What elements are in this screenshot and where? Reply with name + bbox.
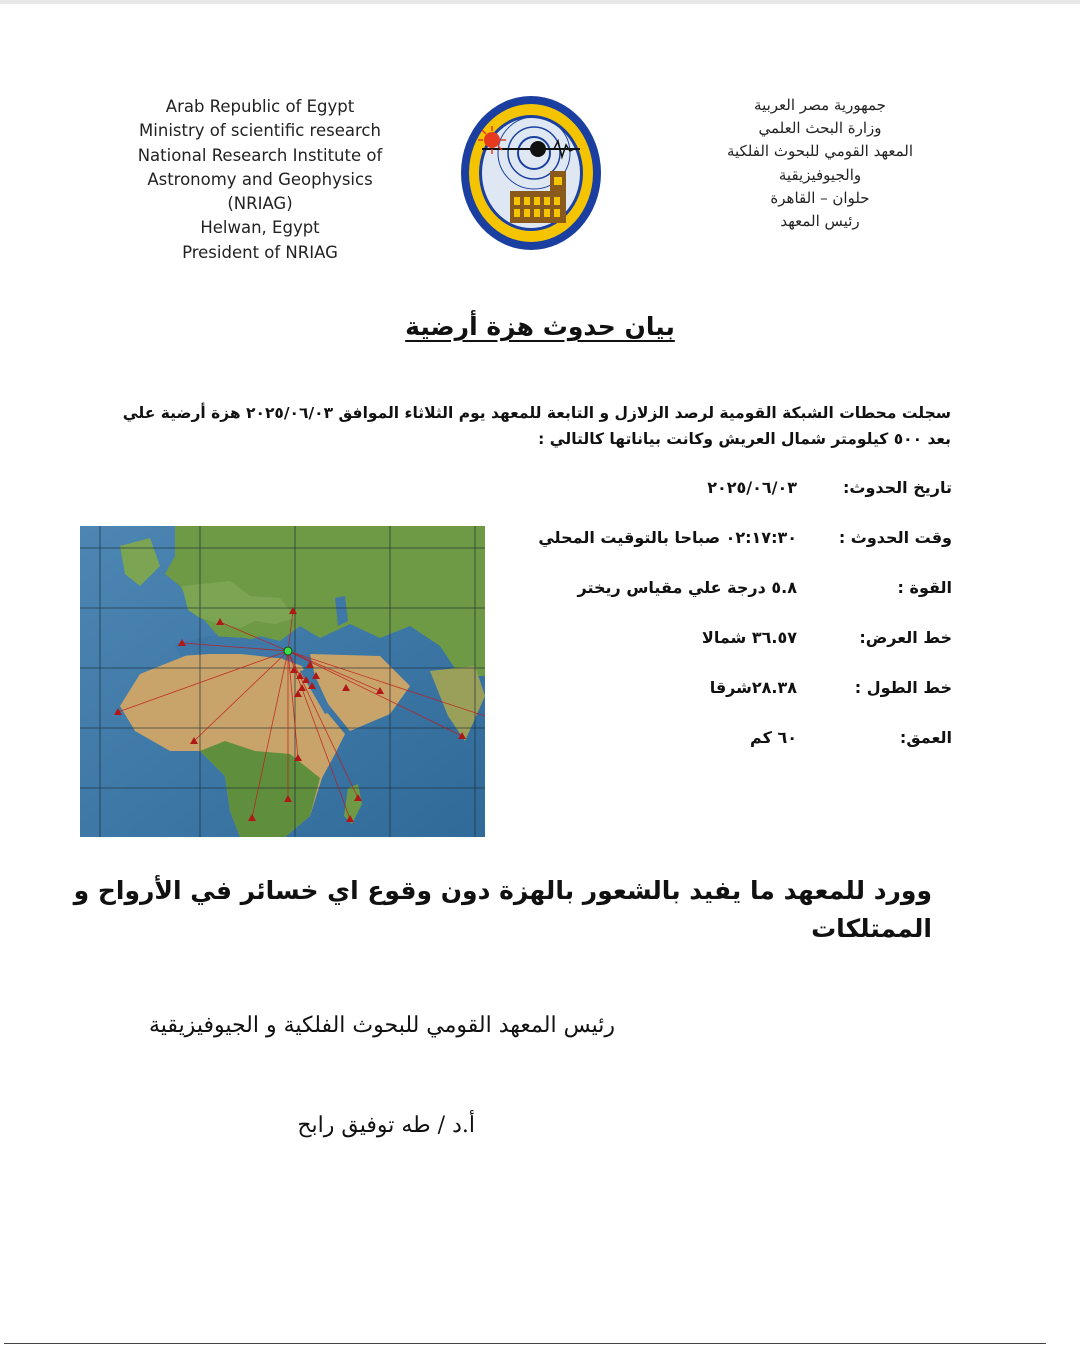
- field-value: ٠٢:١٧:٣٠ صباحا بالتوقيت المحلي: [538, 528, 797, 547]
- field-value: ٢٠٢٥/٠٦/٠٣: [707, 478, 797, 497]
- notice-line: الممتلكات: [811, 914, 932, 943]
- field-longitude: [520, 678, 952, 706]
- ar-header-line: جمهورية مصر العربية: [754, 96, 886, 114]
- top-border: [0, 0, 1080, 4]
- damage-notice: [73, 872, 932, 948]
- field-label: خط العرض:: [859, 628, 952, 647]
- ar-header-line: المعهد القومي للبحوث الفلكية: [726, 142, 914, 161]
- english-letterhead: [118, 95, 402, 265]
- ar-header-line: وزارة البحث العلمي: [758, 119, 882, 138]
- intro-line: بعد ٥٠٠ كيلومتر شمال العريش وكانت بياناتها كالتالي :: [538, 430, 951, 448]
- intro-line: سجلت محطات الشبكة القومية لرصد الزلازل و التابعة للمعهد يوم الثلاثاء الموافق ٢٠٢٥/٠٦/٠٣ هزة أرضية علي: [122, 404, 951, 422]
- field-time: [520, 528, 952, 556]
- field-depth: [520, 728, 952, 756]
- en-header-line: National Research Institute of: [137, 145, 383, 165]
- en-header-line: Arab Republic of Egypt: [165, 97, 355, 116]
- field-label: خط الطول :: [854, 678, 952, 697]
- footer-rule: [4, 1343, 1046, 1344]
- en-header-line: Astronomy and Geophysics: [147, 169, 373, 189]
- field-value: ٢٨.٣٨شرقا: [709, 678, 797, 697]
- notice-line: وورد للمعهد ما يفيد بالشعور بالهزة دون وقوع اي خسائر في الأرواح و: [73, 876, 932, 905]
- field-magnitude: [520, 578, 952, 606]
- field-label: وقت الحدوث :: [838, 528, 952, 547]
- field-value: ٥.٨ درجة علي مقياس ريختر: [577, 578, 797, 597]
- ar-header-line: والجيوفيزيقية: [778, 165, 862, 184]
- nriag-emblem-icon: [458, 93, 604, 253]
- field-latitude: [520, 628, 952, 656]
- intro-paragraph: [122, 400, 951, 452]
- signatory-title: رئيس المعهد القومي للبحوث الفلكية و الجيوفيزيقية: [149, 1013, 615, 1038]
- field-value: ٦٠ كم: [750, 728, 797, 747]
- field-value: ٣٦.٥٧ شمالا: [701, 628, 797, 647]
- en-header-line: (NRIAG): [227, 194, 293, 214]
- en-header-line: Helwan, Egypt: [200, 218, 320, 238]
- seismic-station-map-icon: [80, 526, 485, 837]
- document-title: بيان حدوث هزة أرضية: [405, 312, 675, 341]
- ar-header-line: حلوان – القاهرة: [770, 188, 870, 207]
- en-header-line: President of NRIAG: [182, 242, 338, 262]
- field-date: [520, 478, 952, 506]
- arabic-letterhead: [705, 94, 935, 233]
- ar-header-line: رئيس المعهد: [780, 212, 860, 231]
- field-label: القوة :: [897, 578, 952, 597]
- signatory-name: أ.د / طه توفيق رابح: [297, 1113, 475, 1138]
- field-label: تاريخ الحدوث:: [842, 478, 952, 497]
- en-header-line: Ministry of scientific research: [139, 121, 381, 141]
- field-label: العمق:: [899, 728, 952, 747]
